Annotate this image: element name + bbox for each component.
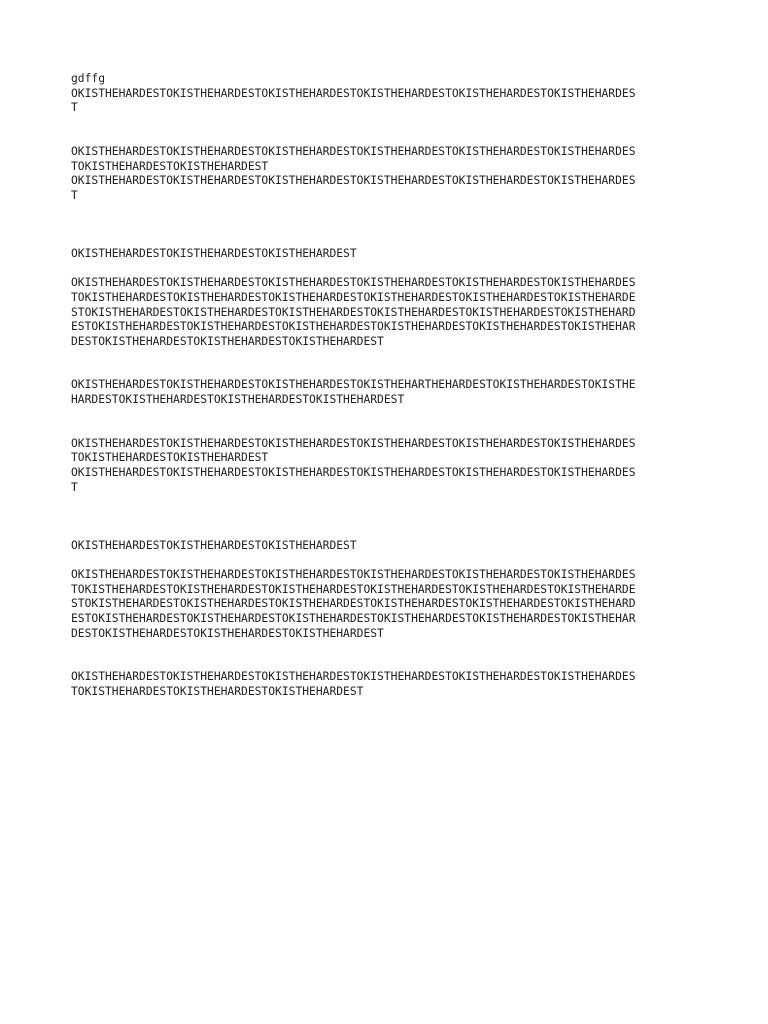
blank-line	[71, 349, 711, 364]
blank-line	[71, 130, 711, 145]
text-line: TOKISTHEHARDESTOKISTHEHARDESTOKISTHEHARDESTOKISTHEHARDESTOKISTHEHARDESTOKISTHEHARDE	[71, 290, 636, 304]
blank-line	[71, 554, 711, 569]
text-line: TOKISTHEHARDESTOKISTHEHARDEST	[71, 159, 269, 173]
text-line: OKISTHEHARDESTOKISTHEHARDESTOKISTHEHARDESTOKISTHEHARDESTOKISTHEHARDESTOKISTHEHARDES	[71, 174, 636, 188]
text-line: TOKISTHEHARDESTOKISTHEHARDESTOKISTHEHARDESTOKISTHEHARDESTOKISTHEHARDESTOKISTHEHARDE	[71, 582, 636, 596]
text-line: OKISTHEHARDESTOKISTHEHARDESTOKISTHEHARDESTOKISTHEHARDESTOKISTHEHARDESTOKISTHEHARDES	[71, 86, 636, 100]
text-line: OKISTHEHARDESTOKISTHEHARDESTOKISTHEHARDESTOKISTHEHARTHEHARDESTOKISTHEHARDESTOKISTHE	[71, 378, 636, 392]
text-line: OKISTHEHARDESTOKISTHEHARDESTOKISTHEHARDEST	[71, 247, 357, 261]
text-line: OKISTHEHARDESTOKISTHEHARDESTOKISTHEHARDESTOKISTHEHARDESTOKISTHEHARDESTOKISTHEHARDES	[71, 466, 636, 480]
blank-line	[71, 422, 711, 437]
text-line: DESTOKISTHEHARDESTOKISTHEHARDESTOKISTHEHARDEST	[71, 334, 384, 348]
document-page	[71, 72, 711, 700]
text-line: DESTOKISTHEHARDESTOKISTHEHARDESTOKISTHEHARDEST	[71, 626, 384, 640]
text-line: STOKISTHEHARDESTOKISTHEHARDESTOKISTHEHARDESTOKISTHEHARDESTOKISTHEHARDESTOKISTHEHARD	[71, 305, 636, 319]
text-line: OKISTHEHARDESTOKISTHEHARDESTOKISTHEHARDEST	[71, 539, 357, 552]
text-line: ESTOKISTHEHARDESTOKISTHEHARDESTOKISTHEHARDESTOKISTHEHARDESTOKISTHEHARDESTOKISTHEHAR	[71, 611, 636, 625]
text-line: T	[71, 101, 78, 115]
text-line: OKISTHEHARDESTOKISTHEHARDESTOKISTHEHARDESTOKISTHEHARDESTOKISTHEHARDESTOKISTHEHARDES	[71, 568, 636, 582]
text-line: ESTOKISTHEHARDESTOKISTHEHARDESTOKISTHEHARDESTOKISTHEHARDESTOKISTHEHARDESTOKISTHEHAR	[71, 320, 636, 334]
blank-line	[71, 116, 711, 131]
blank-line	[71, 203, 711, 218]
text-line: OKISTHEHARDESTOKISTHEHARDESTOKISTHEHARDESTOKISTHEHARDESTOKISTHEHARDESTOKISTHEHARDES	[71, 436, 636, 450]
document-heading-line: gdffg	[71, 72, 106, 85]
blank-line	[71, 510, 711, 525]
blank-line	[71, 408, 711, 423]
blank-line	[71, 641, 711, 656]
text-line: TOKISTHEHARDESTOKISTHEHARDEST	[71, 451, 269, 465]
text-line: STOKISTHEHARDESTOKISTHEHARDESTOKISTHEHARDESTOKISTHEHARDESTOKISTHEHARDESTOKISTHEHARD	[71, 597, 636, 611]
blank-line	[71, 656, 711, 671]
text-line: OKISTHEHARDESTOKISTHEHARDESTOKISTHEHARDESTOKISTHEHARDESTOKISTHEHARDESTOKISTHEHARDES	[71, 144, 636, 158]
blank-line	[71, 262, 711, 277]
text-line: OKISTHEHARDESTOKISTHEHARDESTOKISTHEHARDESTOKISTHEHARDESTOKISTHEHARDESTOKISTHEHARDES	[71, 670, 636, 684]
blank-line	[71, 495, 711, 510]
text-line: OKISTHEHARDESTOKISTHEHARDESTOKISTHEHARDESTOKISTHEHARDESTOKISTHEHARDESTOKISTHEHARDES	[71, 276, 636, 290]
text-line: T	[71, 188, 78, 202]
blank-line	[71, 364, 711, 379]
blank-line	[71, 524, 711, 539]
text-line: TOKISTHEHARDESTOKISTHEHARDESTOKISTHEHARDEST	[71, 684, 364, 698]
text-line: HARDESTOKISTHEHARDESTOKISTHEHARDESTOKISTHEHARDEST	[71, 393, 405, 407]
blank-line	[71, 218, 711, 233]
text-line: T	[71, 480, 78, 494]
blank-line	[71, 233, 711, 248]
